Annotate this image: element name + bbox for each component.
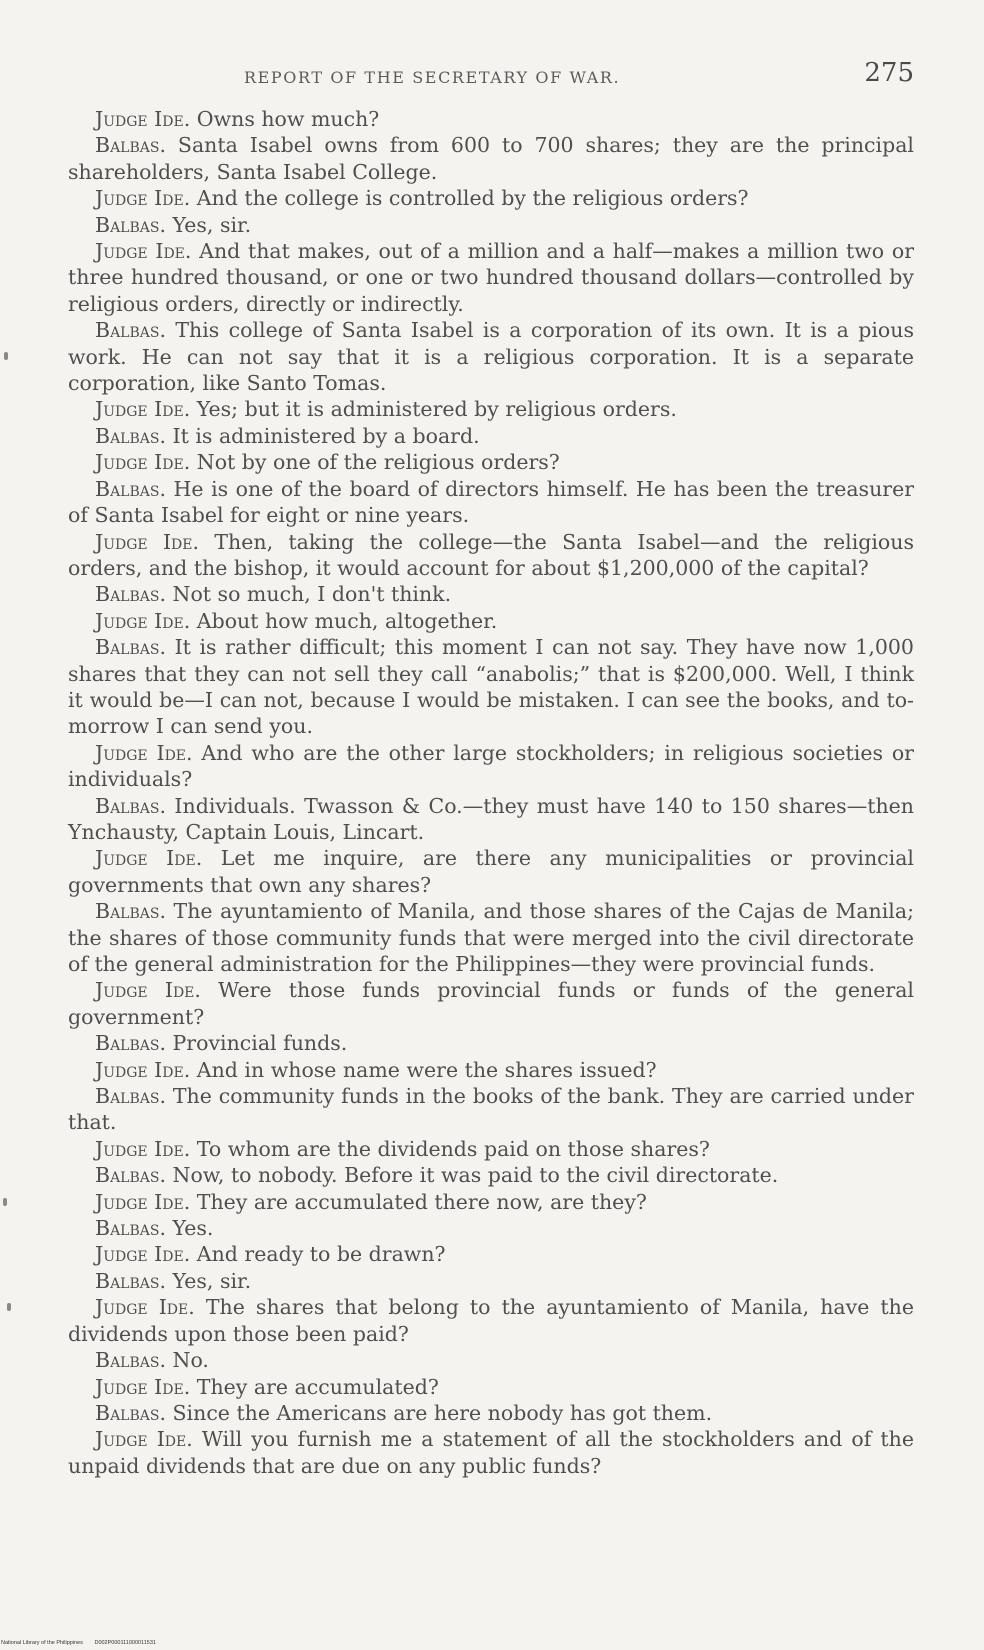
speaker-name: Balbas. <box>95 1163 166 1188</box>
speech-text: Santa Isabel owns from 600 to 700 shares; they are the principal shareholders, Santa Isabel College. <box>68 133 914 184</box>
speaker-name: Judge Ide. <box>95 186 191 211</box>
speech-text: It is rather difficult; this moment I can not say. They have now 1,000 shares that they can not sell they call “anabolis;” that is $200,000. Well, I think it would be—I can not, because I would be mistaken. I can see the books, and to-morrow I can send you. <box>68 635 914 739</box>
speaker-name: Balbas. <box>95 1348 166 1373</box>
dialogue-paragraph <box>68 238 914 317</box>
speech-text: Not so much, I don't think. <box>172 582 452 607</box>
dialogue-paragraph <box>68 898 914 977</box>
speaker-name: Judge Ide. <box>95 1374 191 1399</box>
dialogue-paragraph <box>68 423 914 449</box>
library-credit: National Library of the Philippines <box>1 1640 83 1646</box>
speaker-name: Judge Ide. <box>95 107 191 131</box>
page-number: 275 <box>864 58 914 88</box>
speech-text: Now, to nobody. Before it was paid to the civil directorate. <box>172 1163 779 1188</box>
speech-text: Were those funds provincial funds or funds of the general government? <box>68 978 914 1029</box>
speaker-name: Balbas. <box>95 1400 166 1425</box>
speech-text: Then, taking the college—the Santa Isabel—and the religious orders, and the bishop, it would account for about $1,200,000 of the capital? <box>68 529 914 580</box>
speaker-name: Balbas. <box>95 635 166 660</box>
running-head: REPORT OF THE SECRETARY OF WAR. <box>244 68 621 87</box>
dialogue-paragraph <box>68 1083 914 1136</box>
speaker-name: Judge Ide. <box>95 846 203 871</box>
dialogue-paragraph <box>68 1347 914 1373</box>
dialogue-paragraph <box>68 845 914 898</box>
speech-text: The ayuntamiento of Manila, and those shares of the Cajas de Manila; the shares of those community funds that were merged into the civil directorate of the general administration for the Philippines—they were provincial funds. <box>68 899 914 976</box>
dialogue-paragraph <box>68 740 914 793</box>
dialogue-paragraph <box>68 449 914 475</box>
speech-text: And who are the other large stockholders; in religious societies or individuals? <box>68 740 914 792</box>
speaker-name: Judge Ide. <box>95 740 193 765</box>
speaker-name: Balbas. <box>95 793 166 818</box>
speaker-name: Balbas. <box>95 1268 166 1293</box>
dialogue-paragraph <box>68 581 914 607</box>
dialogue-paragraph <box>68 212 914 238</box>
scan-mark <box>4 352 8 360</box>
dialogue-paragraph <box>68 1426 914 1479</box>
dialogue-paragraph <box>68 1268 914 1294</box>
dialogue-paragraph <box>68 185 914 211</box>
dialogue-paragraph <box>68 1057 914 1083</box>
speech-text: He is one of the board of directors himself. He has been the treasurer of Santa Isabel for eight or nine years. <box>68 476 914 528</box>
dialogue-paragraph <box>68 1374 914 1400</box>
speaker-name: Judge Ide. <box>95 529 200 554</box>
speech-text: No. <box>172 1348 209 1373</box>
speech-text: The community funds in the books of the bank. They are carried under that. <box>68 1084 914 1135</box>
speech-text: About how much, altogether. <box>196 608 498 633</box>
scan-mark <box>7 1303 11 1311</box>
dialogue-paragraph <box>68 317 914 396</box>
speaker-name: Balbas. <box>95 1216 166 1241</box>
speaker-name: Judge Ide. <box>95 1136 191 1161</box>
dialogue-paragraph <box>68 793 914 846</box>
scan-mark <box>3 1198 7 1206</box>
dialogue-paragraph <box>68 1136 914 1162</box>
speech-text: And in whose name were the shares issued? <box>196 1057 657 1082</box>
speaker-name: Balbas. <box>95 423 166 448</box>
speaker-name: Judge Ide. <box>95 978 201 1003</box>
speech-text: They are accumulated there now, are they? <box>196 1189 647 1214</box>
speech-text: Since the Americans are here nobody has got them. <box>172 1400 713 1425</box>
speaker-name: Balbas. <box>95 1031 166 1056</box>
dialogue-paragraph <box>68 977 914 1030</box>
speech-text: Owns how much? <box>196 107 380 131</box>
speaker-name: Judge Ide. <box>95 608 191 633</box>
speaker-name: Balbas. <box>95 1084 166 1109</box>
speaker-name: Judge Ide. <box>95 1242 191 1267</box>
speech-text: To whom are the dividends paid on those shares? <box>196 1136 710 1161</box>
dialogue-paragraph <box>68 1294 914 1347</box>
speaker-name: Judge Ide. <box>95 1189 191 1214</box>
speaker-name: Judge Ide. <box>95 239 192 264</box>
speaker-name: Balbas. <box>95 899 166 924</box>
transcript-body <box>68 106 914 1479</box>
speaker-name: Judge Ide. <box>95 1427 193 1452</box>
speech-text: Yes; but it is administered by religious orders. <box>196 397 677 422</box>
speech-text: They are accumulated? <box>196 1374 439 1399</box>
speech-text: Individuals. Twasson & Co.—they must have 140 to 150 shares—then Ynchausty, Captain Louis, Lincart. <box>68 793 914 844</box>
speaker-name: Balbas. <box>95 133 166 158</box>
speaker-name: Judge Ide. <box>95 1295 195 1320</box>
speaker-name: Balbas. <box>95 212 166 237</box>
scan-id: D002P000111000011531 <box>94 1640 156 1646</box>
speech-text: Yes, sir. <box>172 212 252 237</box>
speech-text: Yes, sir. <box>172 1268 252 1293</box>
speech-text: This college of Santa Isabel is a corporation of its own. It is a pious work. He can not say that it is a religious corporation. It is a separate corporation, like Santo Tomas. <box>68 318 914 396</box>
dialogue-paragraph <box>68 1030 914 1056</box>
speaker-name: Judge Ide. <box>95 1057 191 1082</box>
speech-text: Provincial funds. <box>172 1031 348 1056</box>
dialogue-paragraph <box>68 1162 914 1188</box>
speech-text: The shares that belong to the ayuntamiento of Manila, have the dividends upon those been paid? <box>68 1295 914 1346</box>
speaker-name: Judge Ide. <box>95 397 191 422</box>
dialogue-paragraph <box>68 634 914 740</box>
speech-text: And the college is controlled by the religious orders? <box>196 186 749 211</box>
speech-text: Let me inquire, are there any municipalities or provincial governments that own any shares? <box>68 846 914 897</box>
speech-text: Yes. <box>172 1216 214 1241</box>
speech-text: Will you furnish me a statement of all the stockholders and of the unpaid dividends that are due on any public funds? <box>68 1427 914 1478</box>
speech-text: Not by one of the religious orders? <box>196 450 560 475</box>
footer-credit <box>1 1640 156 1646</box>
speaker-name: Balbas. <box>95 318 166 343</box>
speech-text: It is administered by a board. <box>172 423 480 448</box>
speaker-name: Balbas. <box>95 582 166 607</box>
dialogue-paragraph <box>68 476 914 529</box>
dialogue-paragraph <box>68 608 914 634</box>
dialogue-paragraph <box>68 1241 914 1267</box>
speaker-name: Balbas. <box>95 476 166 501</box>
dialogue-paragraph <box>68 106 914 132</box>
dialogue-paragraph <box>68 529 914 582</box>
dialogue-paragraph <box>68 1400 914 1426</box>
speaker-name: Judge Ide. <box>95 450 191 475</box>
dialogue-paragraph <box>68 132 914 185</box>
page-header <box>68 58 914 94</box>
dialogue-paragraph <box>68 1189 914 1215</box>
speech-text: And ready to be drawn? <box>196 1242 446 1267</box>
speech-text: And that makes, out of a million and a half—makes a million two or three hundred thousand, or one or two hundred thousand dollars—controlled by religious orders, directly or indirectly. <box>68 239 914 316</box>
dialogue-paragraph <box>68 396 914 422</box>
dialogue-paragraph <box>68 1215 914 1241</box>
